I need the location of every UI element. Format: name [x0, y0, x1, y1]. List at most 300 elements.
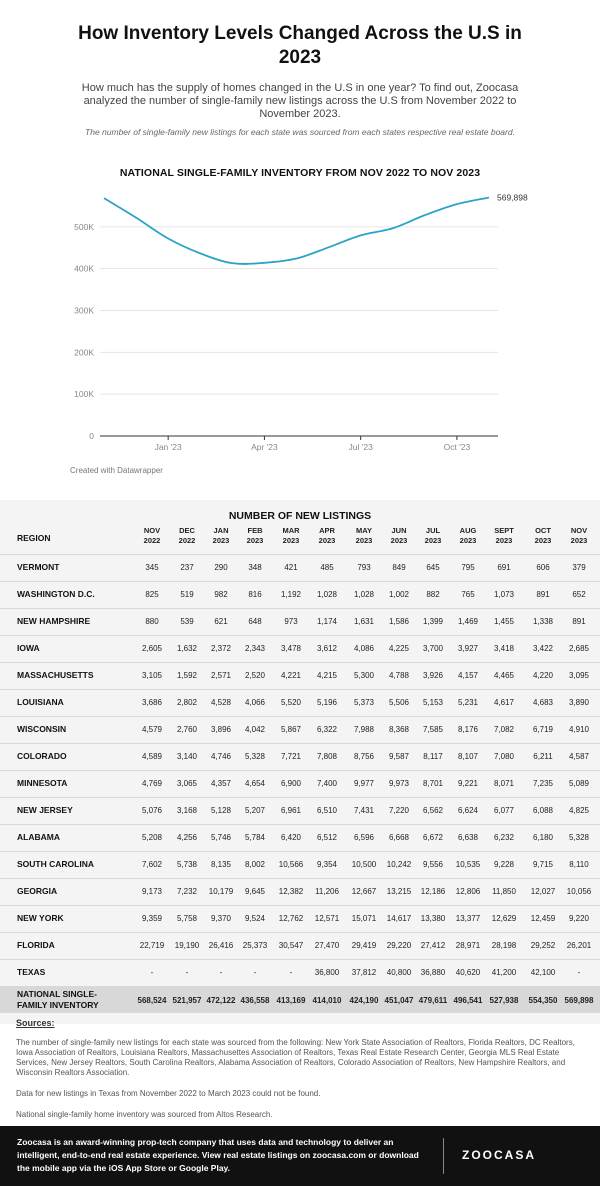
year-label: 2023	[424, 536, 442, 545]
table-cell: 5,300	[353, 671, 375, 680]
month-column-header	[344, 526, 384, 546]
table-cell: 41,200	[491, 968, 517, 977]
sources-section	[16, 1018, 586, 1131]
total-cell: 413,169	[276, 996, 306, 1005]
table-cell: 5,207	[244, 806, 266, 815]
region-column-header: REGION	[17, 533, 51, 543]
table-cell: 1,073	[493, 590, 515, 599]
region-name: NEW HAMPSHIRE	[17, 616, 91, 626]
table-cell: 6,719	[532, 725, 554, 734]
chart-credit: Created with Datawrapper	[70, 466, 163, 475]
region-name: VERMONT	[17, 562, 60, 572]
table-cell: 4,465	[493, 671, 515, 680]
table-cell: 3,418	[493, 644, 515, 653]
table-cell: -	[219, 968, 223, 977]
table-cell: 12,382	[278, 887, 304, 896]
table-cell: 1,028	[353, 590, 375, 599]
table-cell: 5,153	[422, 698, 444, 707]
table-row	[0, 878, 600, 904]
table-cell: 22,719	[139, 941, 165, 950]
year-label: 2023	[282, 536, 300, 545]
table-cell: 9,977	[353, 779, 375, 788]
table-cell: 6,900	[280, 779, 302, 788]
table-row	[0, 743, 600, 769]
table-cell: 6,596	[353, 833, 375, 842]
source-note: The number of single-family new listings for each state was sourced from each states respective real estate board.	[85, 127, 515, 137]
table-cell: 4,654	[244, 779, 266, 788]
month-column-header	[559, 526, 599, 546]
table-cell: 6,088	[532, 806, 554, 815]
table-cell: 3,926	[422, 671, 444, 680]
table-cell: 648	[248, 617, 262, 626]
table-cell: 8,701	[422, 779, 444, 788]
year-label: 2023	[495, 536, 513, 545]
table-cell: 5,328	[244, 752, 266, 761]
table-cell: 26,201	[566, 941, 592, 950]
table-row	[0, 689, 600, 715]
table-cell: 9,220	[568, 914, 590, 923]
table-cell: 5,867	[280, 725, 302, 734]
table-cell: 8,117	[423, 752, 443, 761]
table-cell: 6,420	[280, 833, 302, 842]
table-cell: 9,645	[244, 887, 266, 896]
table-cell: 29,419	[351, 941, 377, 950]
table-cell: 7,235	[532, 779, 554, 788]
table-cell: 7,232	[176, 887, 198, 896]
texas-data-note: Data for new listings in Texas from November 2022 to March 2023 could not be found.	[16, 1089, 321, 1098]
table-cell: 36,800	[314, 968, 340, 977]
intro-text: How much has the supply of homes changed in the U.S in one year? To find out, Zoocasa analyzed the number of single-family new listings across the U.S from November 2022 to November 2023.	[81, 82, 519, 120]
year-label: 2022	[143, 536, 161, 545]
table-cell: 14,617	[386, 914, 412, 923]
table-cell: 5,076	[141, 806, 163, 815]
table-cell: 6,672	[422, 833, 444, 842]
table-cell: 7,988	[353, 725, 375, 734]
table-cell: 3,168	[176, 806, 198, 815]
total-cell: 521,957	[172, 996, 202, 1005]
table-cell: 3,612	[316, 644, 338, 653]
table-cell: 1,455	[493, 617, 515, 626]
national-total-row	[0, 986, 600, 1013]
table-cell: 1,592	[176, 671, 198, 680]
table-cell: 42,100	[530, 968, 556, 977]
table-cell: 5,231	[457, 698, 479, 707]
table-cell: 2,343	[244, 644, 266, 653]
table-cell: 9,556	[422, 860, 444, 869]
x-tick-label: Jan '23	[154, 442, 182, 452]
table-cell: 825	[145, 590, 159, 599]
national-source-note: National single-family home inventory was sourced from Altos Research.	[16, 1110, 273, 1119]
table-cell: -	[289, 968, 293, 977]
table-cell: 8,110	[569, 860, 589, 869]
month-label: FEB	[247, 526, 263, 535]
table-cell: 973	[284, 617, 298, 626]
table-cell: -	[253, 968, 257, 977]
table-cell: 6,512	[316, 833, 338, 842]
table-cell: 2,802	[176, 698, 198, 707]
table-cell: 6,180	[532, 833, 554, 842]
table-cell: 15,071	[351, 914, 377, 923]
table-cell: 2,760	[176, 725, 198, 734]
table-row	[0, 581, 600, 607]
table-cell: 5,196	[316, 698, 338, 707]
table-cell: 882	[426, 590, 440, 599]
table-cell: 7,431	[353, 806, 375, 815]
table-cell: 5,520	[280, 698, 302, 707]
table-cell: 6,961	[280, 806, 302, 815]
table-cell: 1,338	[532, 617, 554, 626]
month-column-header	[307, 526, 347, 546]
table-cell: 6,638	[457, 833, 479, 842]
table-cell: 5,373	[353, 698, 375, 707]
month-label: DEC	[179, 526, 195, 535]
table-cell: 12,667	[351, 887, 377, 896]
listings-table	[0, 500, 600, 1024]
table-cell: 13,215	[386, 887, 412, 896]
table-cell: 5,208	[141, 833, 163, 842]
table-row	[0, 608, 600, 634]
month-label: OCT	[535, 526, 551, 535]
table-cell: 3,478	[280, 644, 302, 653]
table-row	[0, 905, 600, 931]
table-cell: 12,027	[530, 887, 556, 896]
table-cell: 28,971	[455, 941, 481, 950]
table-row	[0, 851, 600, 877]
table-cell: -	[150, 968, 154, 977]
footer-divider	[443, 1138, 444, 1174]
table-cell: 4,086	[353, 644, 375, 653]
table-cell: 3,065	[176, 779, 198, 788]
table-cell: 8,071	[493, 779, 515, 788]
table-cell: 2,520	[244, 671, 266, 680]
footer-description: Zoocasa is an award-winning prop-tech company that uses data and technology to deliver an intelligent, end-to-end real estate experience. View real estate listings on zoocasa.com or download the mobile app via the iOS App Store or Google Play.	[17, 1137, 419, 1173]
table-cell: 652	[572, 590, 586, 599]
total-cell: 554,350	[528, 996, 558, 1005]
table-cell: 9,524	[244, 914, 266, 923]
table-cell: 606	[536, 563, 550, 572]
table-cell: 3,140	[176, 752, 198, 761]
table-cell: 7,602	[141, 860, 163, 869]
year-label: 2023	[318, 536, 336, 545]
zoocasa-logo: ZOOCASA	[462, 1148, 536, 1162]
table-cell: 9,370	[210, 914, 232, 923]
table-cell: 891	[536, 590, 550, 599]
table-cell: 8,176	[457, 725, 479, 734]
table-cell: 4,617	[493, 698, 515, 707]
total-cell: 414,010	[312, 996, 342, 1005]
table-cell: 4,788	[388, 671, 410, 680]
table-cell: 6,510	[316, 806, 338, 815]
table-cell: 3,422	[532, 644, 554, 653]
y-tick-label: 200K	[74, 347, 94, 358]
total-cell: 436,558	[240, 996, 270, 1005]
table-cell: 12,186	[420, 887, 446, 896]
table-cell: 5,758	[176, 914, 198, 923]
end-value-label: 569,898	[497, 192, 528, 203]
region-name: IOWA	[17, 643, 40, 653]
month-column-header	[413, 526, 453, 546]
table-cell: 2,685	[568, 644, 590, 653]
table-cell: 691	[497, 563, 511, 572]
total-cell: 472,122	[206, 996, 236, 1005]
region-name: LOUISIANA	[17, 697, 64, 707]
table-cell: 3,700	[422, 644, 444, 653]
table-cell: 29,220	[386, 941, 412, 950]
table-cell: 7,400	[316, 779, 338, 788]
table-row	[0, 824, 600, 850]
table-cell: 13,380	[420, 914, 446, 923]
table-cell: 4,157	[457, 671, 479, 680]
table-cell: 348	[248, 563, 262, 572]
inventory-series-line	[104, 198, 489, 264]
table-cell: 539	[180, 617, 194, 626]
table-header	[0, 526, 600, 554]
year-label: 2023	[534, 536, 552, 545]
table-cell: 645	[426, 563, 440, 572]
region-name: MINNESOTA	[17, 778, 68, 788]
table-cell: 237	[180, 563, 194, 572]
table-cell: 11,850	[492, 887, 516, 896]
year-label: 2022	[178, 536, 196, 545]
table-cell: 891	[572, 617, 586, 626]
table-row	[0, 716, 600, 742]
table-cell: 1,192	[280, 590, 302, 599]
table-cell: 4,683	[532, 698, 554, 707]
month-label: SEPT	[494, 526, 514, 535]
table-cell: 8,002	[244, 860, 266, 869]
table-cell: 10,500	[351, 860, 377, 869]
table-cell: 2,571	[210, 671, 232, 680]
table-cell: 4,066	[244, 698, 266, 707]
table-cell: 982	[214, 590, 228, 599]
table-cell: 6,322	[316, 725, 338, 734]
table-cell: 3,896	[210, 725, 232, 734]
chart-title: NATIONAL SINGLE-FAMILY INVENTORY FROM NOV 2022 TO NOV 2023	[119, 167, 481, 179]
y-tick-label: 500K	[74, 221, 94, 232]
x-tick-label: Oct '23	[443, 442, 471, 452]
table-cell: 12,459	[530, 914, 556, 923]
table-cell: 6,211	[533, 752, 553, 761]
table-cell: 4,589	[141, 752, 163, 761]
table-cell: 7,220	[388, 806, 410, 815]
total-cell: 451,047	[384, 996, 414, 1005]
table-cell: 5,128	[210, 806, 232, 815]
table-cell: 27,412	[420, 941, 446, 950]
total-cell: 569,898	[564, 996, 594, 1005]
table-cell: 9,587	[388, 752, 410, 761]
region-name: GEORGIA	[17, 886, 58, 896]
table-cell: 4,215	[316, 671, 338, 680]
table-cell: 28,198	[491, 941, 517, 950]
month-column-header	[235, 526, 275, 546]
table-cell: 4,225	[388, 644, 410, 653]
table-cell: 8,368	[388, 725, 410, 734]
table-cell: 27,470	[314, 941, 340, 950]
total-cell: 527,938	[489, 996, 519, 1005]
table-cell: 12,629	[491, 914, 517, 923]
year-label: 2023	[212, 536, 230, 545]
table-cell: 3,105	[141, 671, 163, 680]
table-cell: 7,585	[422, 725, 444, 734]
table-cell: 765	[461, 590, 475, 599]
region-name: WISCONSIN	[17, 724, 67, 734]
table-cell: 1,028	[316, 590, 338, 599]
total-row-label: NATIONAL SINGLE-FAMILY INVENTORY	[17, 989, 99, 1010]
y-tick-label: 100K	[74, 389, 94, 400]
month-label: AUG	[459, 526, 477, 535]
total-cell: 479,611	[418, 996, 448, 1005]
table-title: NUMBER OF NEW LISTINGS	[228, 510, 372, 522]
table-cell: 6,562	[422, 806, 444, 815]
table-cell: 290	[214, 563, 228, 572]
month-column-header	[484, 526, 524, 546]
table-cell: 1,586	[388, 617, 410, 626]
sources-list: The number of single-family new listings for each state was sourced from the following: New York State Association of Realtors, Florida Realtors, DC Realtors, Iowa Association of Realtors, Louisiana Realtors, Massachusettes Association of Realtors, Texas Real Estate Research Center, Georgia MLS Real Estate Services, New Jersey Realtors, South Carolina Realtors, Alabama Association of Realtors, Colorado Association of Realtors, New Hampshire Realtors, and Wisconsin Realtors Association.	[16, 1038, 575, 1077]
table-row	[0, 554, 600, 580]
table-cell: 10,566	[278, 860, 304, 869]
table-cell: 880	[145, 617, 159, 626]
y-tick-label: 300K	[74, 305, 94, 316]
month-label: MAR	[282, 526, 300, 535]
table-cell: 519	[180, 590, 194, 599]
region-name: WASHINGTON D.C.	[17, 589, 95, 599]
table-cell: 30,547	[278, 941, 304, 950]
table-cell: 3,686	[141, 698, 163, 707]
table-cell: 793	[357, 563, 371, 572]
month-column-header	[523, 526, 563, 546]
table-cell: 9,354	[316, 860, 338, 869]
x-tick-label: Jul '23	[348, 442, 373, 452]
table-cell: 7,080	[493, 752, 515, 761]
year-label: 2023	[246, 536, 264, 545]
table-cell: 4,769	[141, 779, 163, 788]
region-name: TEXAS	[17, 967, 46, 977]
table-cell: 9,715	[532, 860, 554, 869]
table-cell: 12,806	[455, 887, 481, 896]
table-cell: 816	[248, 590, 262, 599]
table-cell: 1,174	[316, 617, 338, 626]
table-cell: 1,399	[422, 617, 444, 626]
month-label: NOV	[143, 526, 161, 535]
table-cell: -	[577, 968, 581, 977]
table-row	[0, 959, 600, 985]
table-cell: 9,973	[388, 779, 410, 788]
year-label: 2023	[355, 536, 373, 545]
table-cell: 4,042	[244, 725, 266, 734]
table-cell: 29,252	[530, 941, 556, 950]
table-cell: 4,825	[568, 806, 590, 815]
table-cell: 4,910	[568, 725, 590, 734]
table-cell: 10,179	[208, 887, 234, 896]
total-cell: 496,541	[453, 996, 483, 1005]
region-name: NEW YORK	[17, 913, 64, 923]
table-cell: 10,056	[566, 887, 592, 896]
month-label: MAY	[356, 526, 372, 535]
table-cell: 2,372	[210, 644, 232, 653]
x-tick-label: Apr '23	[251, 442, 278, 452]
table-cell: 345	[145, 563, 159, 572]
table-cell: 13,377	[455, 914, 481, 923]
table-cell: 4,256	[176, 833, 198, 842]
table-cell: 379	[572, 563, 586, 572]
table-cell: 849	[392, 563, 406, 572]
page-title: How Inventory Levels Changed Across the U.S in 2023	[78, 23, 522, 68]
table-cell: 11,206	[315, 887, 339, 896]
table-cell: 4,221	[280, 671, 302, 680]
table-row	[0, 770, 600, 796]
month-label: JAN	[213, 526, 229, 535]
table-cell: 8,107	[457, 752, 479, 761]
table-cell: 5,738	[176, 860, 198, 869]
table-cell: 8,135	[210, 860, 232, 869]
table-cell: 40,800	[386, 968, 412, 977]
table-cell: 4,528	[210, 698, 232, 707]
month-column-header	[448, 526, 488, 546]
table-cell: 4,220	[532, 671, 554, 680]
region-name: COLORADO	[17, 751, 67, 761]
table-cell: 1,631	[353, 617, 375, 626]
table-cell: 1,632	[176, 644, 198, 653]
table-cell: 2,605	[141, 644, 163, 653]
table-cell: 1,002	[388, 590, 410, 599]
table-cell: 9,173	[141, 887, 163, 896]
table-cell: 421	[284, 563, 298, 572]
sources-heading: Sources:	[16, 1018, 55, 1028]
month-label: JUL	[425, 526, 441, 535]
y-tick-label: 0	[89, 431, 94, 441]
table-cell: 3,095	[568, 671, 590, 680]
table-cell: 36,880	[420, 968, 446, 977]
region-name: MASSACHUSETTS	[17, 670, 94, 680]
table-cell: 7,808	[316, 752, 338, 761]
month-label: APR	[319, 526, 335, 535]
table-cell: 6,232	[493, 833, 515, 842]
table-cell: 6,624	[457, 806, 479, 815]
table-cell: 12,762	[278, 914, 304, 923]
table-cell: 5,089	[568, 779, 590, 788]
table-row	[0, 797, 600, 823]
table-cell: 7,721	[280, 752, 302, 761]
footer-banner	[0, 1126, 600, 1186]
inventory-line-chart	[0, 180, 600, 462]
table-cell: 19,190	[174, 941, 200, 950]
table-cell: 4,587	[568, 752, 590, 761]
table-cell: 26,416	[208, 941, 234, 950]
month-label: NOV	[570, 526, 588, 535]
table-cell: 795	[461, 563, 475, 572]
table-cell: 6,077	[493, 806, 515, 815]
table-cell: 5,784	[244, 833, 266, 842]
year-label: 2023	[570, 536, 588, 545]
table-cell: 3,927	[457, 644, 479, 653]
table-cell: 9,359	[141, 914, 163, 923]
month-column-header	[132, 526, 172, 546]
total-cell: 424,190	[349, 996, 379, 1005]
region-name: FLORIDA	[17, 940, 55, 950]
table-cell: 621	[214, 617, 228, 626]
table-row	[0, 635, 600, 661]
table-cell: 4,357	[210, 779, 232, 788]
table-cell: 9,228	[493, 860, 515, 869]
year-label: 2023	[459, 536, 477, 545]
table-row	[0, 932, 600, 958]
table-cell: 10,535	[455, 860, 481, 869]
total-cell: 568,524	[137, 996, 167, 1005]
table-cell: 5,746	[210, 833, 232, 842]
table-cell: 40,620	[455, 968, 481, 977]
month-label: JUN	[391, 526, 407, 535]
table-cell: 25,373	[242, 941, 268, 950]
